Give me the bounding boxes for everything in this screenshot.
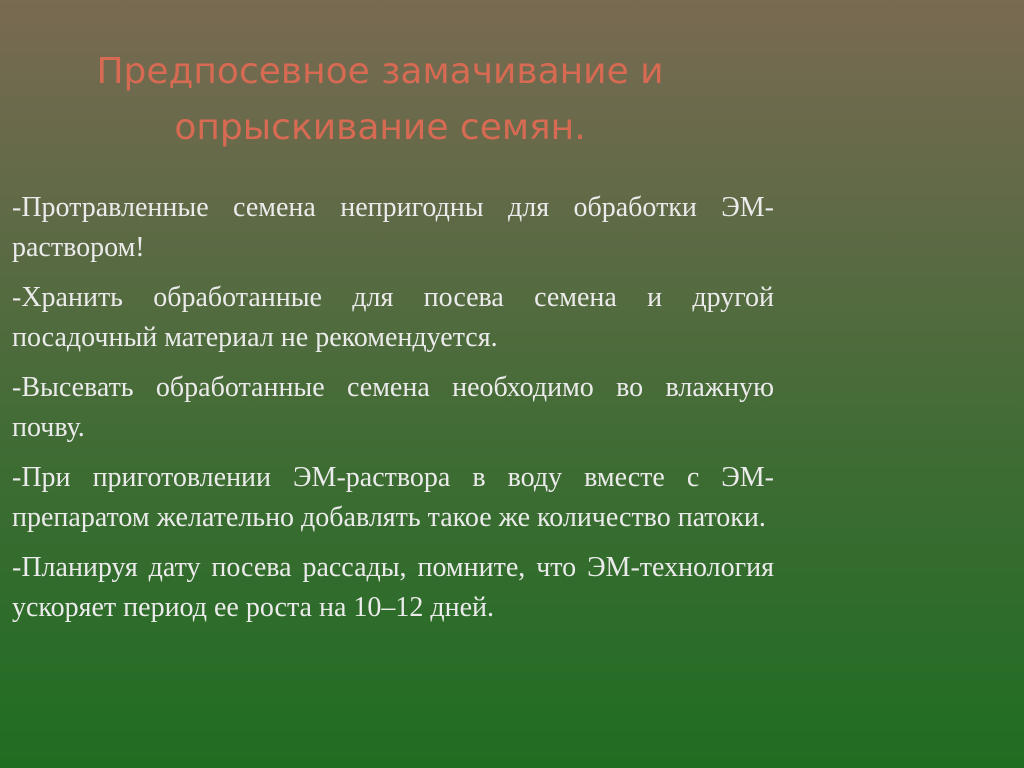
- paragraph-text: -Планируя дату посева рассады, помните, что ЭМ-технология ускоряет период ее роста на 10–12 дней.: [12, 552, 774, 623]
- slide-title-line-1: Предпосевное замачивание и: [96, 51, 664, 92]
- paragraph-text: -Протравленные семена непригодны для обработки ЭМ-раствором!: [12, 192, 774, 263]
- paragraph-4: [12, 458, 774, 538]
- slide-body: [12, 188, 774, 638]
- paragraph-text: -Высевать обработанные семена необходимо во влажную почву.: [12, 372, 774, 443]
- slide-title: [70, 44, 690, 156]
- paragraph-5: [12, 548, 774, 628]
- slide-title-line-2: опрыскивание семян.: [174, 107, 586, 148]
- paragraph-text: -При приготовлении ЭМ-раствора в воду вместе с ЭМ-препаратом желательно добавлять такое же количество патоки.: [12, 462, 774, 533]
- paragraph-1: [12, 188, 774, 268]
- paragraph-3: [12, 368, 774, 448]
- paragraph-2: [12, 278, 774, 358]
- paragraph-text: -Хранить обработанные для посева семена и другой посадочный материал не рекомендуется.: [12, 282, 774, 353]
